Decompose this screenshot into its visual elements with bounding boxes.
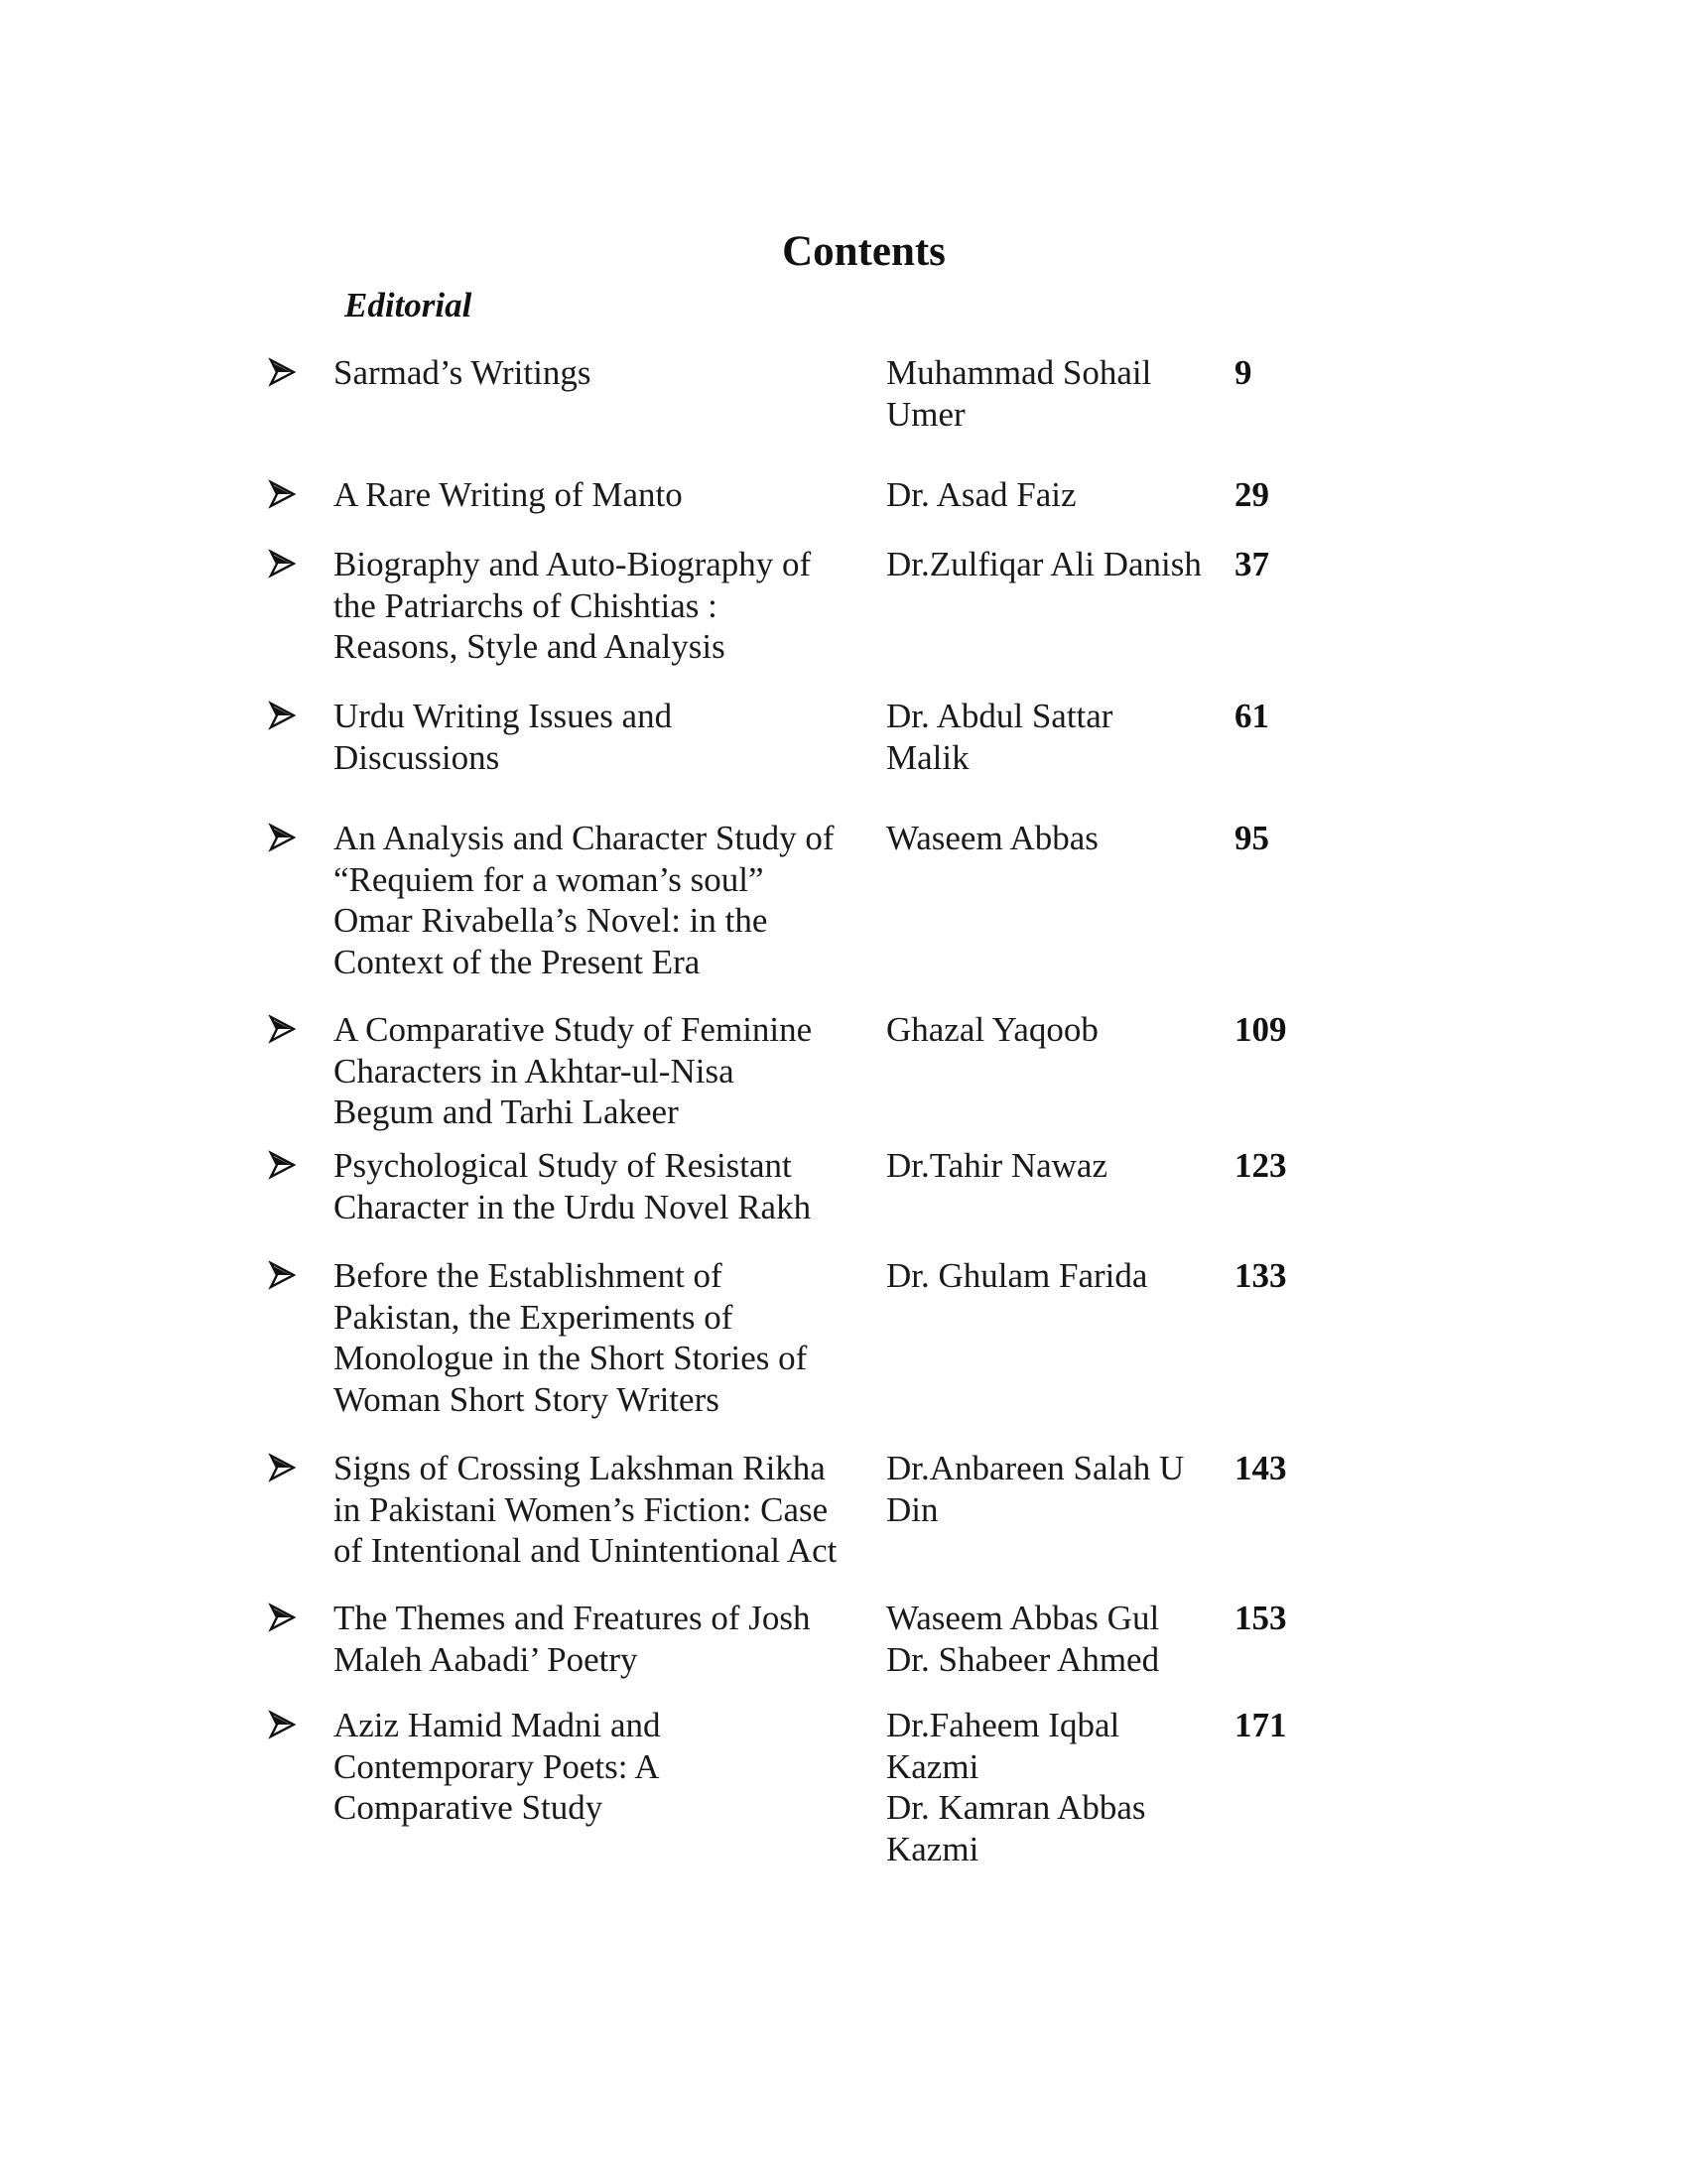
entry-author-line: Kazmi — [886, 1746, 979, 1786]
entry-authors — [886, 474, 1224, 516]
entry-authors — [886, 1145, 1224, 1187]
entry-title — [333, 544, 869, 668]
arrowhead-bullet-icon — [268, 1258, 298, 1294]
entry-author-line: Kazmi — [886, 1829, 979, 1868]
entry-title-line: Sarmad’s Writings — [333, 353, 591, 392]
entry-title-line: Comparative Study — [333, 1788, 603, 1827]
entry-title-line: The Themes and Freatures of Josh — [333, 1599, 811, 1637]
entry-author-line: Dr. Ghulam Farida — [886, 1256, 1148, 1295]
entry-title-line: A Comparative Study of Feminine — [333, 1010, 813, 1049]
entry-title-line: Reasons, Style and Analysis — [333, 627, 725, 666]
entry-title — [333, 1145, 869, 1227]
entry-authors — [886, 1009, 1224, 1051]
arrowhead-bullet-icon — [268, 1601, 298, 1636]
entry-authors — [886, 544, 1224, 585]
entry-author-line: Malik — [886, 737, 970, 777]
entry-author-line: Dr.Zulfiqar Ali Danish — [886, 545, 1202, 583]
entry-title — [333, 818, 869, 982]
entry-author-line: Dr.Anbareen Salah U — [886, 1449, 1185, 1487]
entry-authors — [886, 1255, 1224, 1297]
arrowhead-bullet-icon — [268, 1148, 298, 1184]
entry-title — [333, 1705, 869, 1829]
entry-title-line: Character in the Urdu Novel Rakh — [333, 1187, 812, 1226]
entry-page-number: 171 — [1234, 1706, 1287, 1744]
entry-title-line: Before the Establishment of — [333, 1256, 722, 1295]
entry-title-line: An Analysis and Character Study of — [333, 819, 835, 857]
entry-author-line: Waseem Abbas Gul — [886, 1599, 1160, 1637]
entry-authors — [886, 1448, 1224, 1530]
entry-title — [333, 1009, 869, 1133]
entry-title-line: Psychological Study of Resistant — [333, 1146, 792, 1185]
entry-authors — [886, 352, 1224, 435]
entry-author-line: Dr.Faheem Iqbal — [886, 1706, 1120, 1744]
entry-title-line: Omar Rivabella’s Novel: in the — [333, 901, 768, 940]
entry-page-number: 123 — [1234, 1146, 1287, 1185]
entry-title-line: Discussions — [333, 737, 500, 777]
entry-title-line: Characters in Akhtar-ul-Nisa — [333, 1051, 734, 1091]
entry-title-line: Begum and Tarhi Lakeer — [333, 1092, 679, 1131]
entry-page-number: 133 — [1234, 1256, 1287, 1295]
entry-title — [333, 1255, 869, 1420]
entry-author-line: Dr. Shabeer Ahmed — [886, 1639, 1160, 1679]
arrowhead-bullet-icon — [268, 1012, 298, 1048]
entry-page-number: 29 — [1234, 475, 1269, 514]
entry-title-line: the Patriarchs of Chishtias : — [333, 585, 717, 625]
entry-page-number: 143 — [1234, 1449, 1287, 1487]
entry-title-line: Aziz Hamid Madni and — [333, 1706, 661, 1744]
arrowhead-bullet-icon — [268, 699, 298, 734]
entry-title-line: in Pakistani Women’s Fiction: Case — [333, 1489, 829, 1529]
entry-author-line: Dr. Asad Faiz — [886, 475, 1077, 514]
entry-authors — [886, 696, 1224, 778]
entry-title-line: Biography and Auto-Biography of — [333, 545, 812, 583]
entry-page-number: 9 — [1234, 353, 1252, 392]
arrowhead-bullet-icon — [268, 355, 298, 391]
entry-title-line: Maleh Aabadi’ Poetry — [333, 1639, 638, 1679]
entry-page-number: 95 — [1234, 819, 1269, 857]
arrowhead-bullet-icon — [268, 1451, 298, 1486]
arrowhead-bullet-icon — [268, 821, 298, 856]
entry-title-line: Monologue in the Short Stories of — [333, 1339, 808, 1377]
entry-title-line: Woman Short Story Writers — [333, 1379, 719, 1419]
entry-title — [333, 1598, 869, 1680]
entry-author-line: Dr.Tahir Nawaz — [886, 1146, 1108, 1185]
entry-title-line: A Rare Writing of Manto — [333, 475, 683, 514]
entry-page-number: 61 — [1234, 697, 1269, 735]
entry-author-line: Din — [886, 1489, 939, 1529]
entry-author-line: Dr. Kamran Abbas — [886, 1788, 1146, 1827]
page-title: Contents — [782, 228, 946, 275]
entry-author-line: Dr. Abdul Sattar — [886, 697, 1113, 735]
entry-page-number: 37 — [1234, 545, 1269, 583]
entry-authors — [886, 1598, 1224, 1680]
entry-title-line: “Requiem for a woman’s soul” — [333, 859, 764, 899]
entry-page-number: 153 — [1234, 1599, 1287, 1637]
entry-title-line: Pakistan, the Experiments of — [333, 1297, 733, 1337]
entry-author-line: Muhammad Sohail — [886, 353, 1152, 392]
entry-title — [333, 474, 869, 516]
entry-authors — [886, 818, 1224, 859]
entry-title-line: Signs of Crossing Lakshman Rikha — [333, 1449, 826, 1487]
section-label-editorial: Editorial — [344, 286, 472, 324]
entry-page-number: 109 — [1234, 1010, 1287, 1049]
entry-title-line: of Intentional and Unintentional Act — [333, 1531, 838, 1570]
entry-title — [333, 696, 869, 778]
entry-title — [333, 352, 869, 394]
entry-title-line: Contemporary Poets: A — [333, 1746, 660, 1786]
entry-title — [333, 1448, 869, 1572]
arrowhead-bullet-icon — [268, 477, 298, 513]
entry-title-line: Urdu Writing Issues and — [333, 697, 673, 735]
arrowhead-bullet-icon — [268, 1708, 298, 1743]
entry-author-line: Waseem Abbas — [886, 819, 1099, 857]
arrowhead-bullet-icon — [268, 547, 298, 582]
entry-authors — [886, 1705, 1224, 1869]
entry-author-line: Umer — [886, 394, 966, 434]
entry-author-line: Ghazal Yaqoob — [886, 1010, 1099, 1049]
entry-title-line: Context of the Present Era — [333, 942, 701, 981]
